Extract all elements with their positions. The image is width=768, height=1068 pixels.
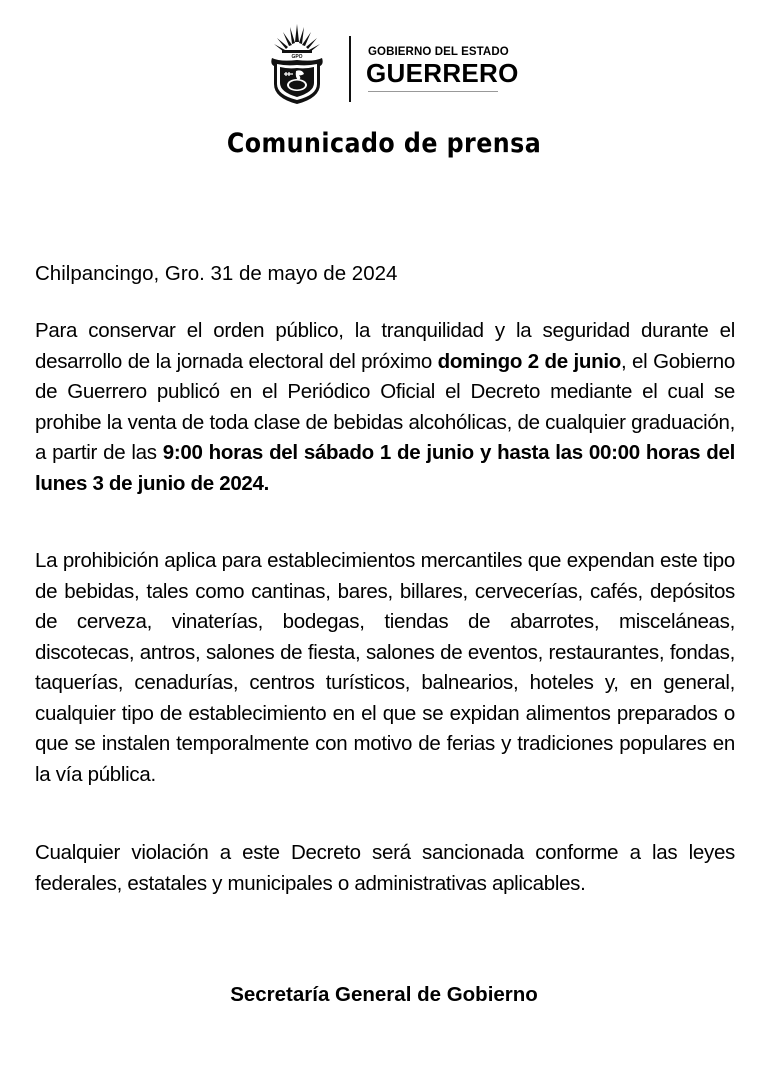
org-name-line2: GUERRERO xyxy=(366,58,519,88)
page-title: Comunicado de prensa xyxy=(226,128,542,159)
election-date-bold: domingo 2 de junio xyxy=(437,349,621,373)
signature: Secretaría General de Gobierno xyxy=(230,983,538,1006)
letterhead xyxy=(0,18,768,108)
paragraph-sanctions: Cualquier violación a este Decreto será sancionada conforme a las leyes federales, estatales y municipales o administrativas aplicables. xyxy=(35,841,735,895)
state-coat-of-arms-icon xyxy=(266,22,328,106)
paragraph-establishments: La prohibición aplica para establecimientos mercantiles que expendan este tipo de bebidas, tales como cantinas, bares, billares, cervecerías, cafés, depósitos de cerveza, vinaterías, bodegas, tiendas de abarrotes, misceláneas, discotecas, antros, salones de fiesta, salones de eventos, restaurantes, fondas, taquerías, cenadurías, centros turísticos, balnearios, hoteles y, en general, cualquier tipo de establecimiento en el que se expidan alimentos preparados o que se instalen temporalmente con motivo de ferias y tradiciones populares en la vía pública. xyxy=(35,549,735,786)
paragraph-text: , el Gobierno de Guerrero publicó en el Periódico Oficial el Decreto mediante el cual se prohibe la venta de toda clase de bebidas alcohólicas, de cualquier graduación, a partir de las xyxy=(35,349,735,464)
org-name-underline xyxy=(368,91,498,92)
paragraph-text: Para conservar el orden público, la tranquilidad y la seguridad durante el desarrollo de la jornada electoral del próximo xyxy=(35,319,735,373)
place-date: Chilpancingo, Gro. 31 de mayo de 2024 xyxy=(35,262,398,285)
header-divider xyxy=(349,36,351,102)
org-name-line1: GOBIERNO DEL ESTADO xyxy=(368,46,509,58)
paragraph-announcement xyxy=(35,316,735,499)
prohibition-period-bold: 9:00 horas del sábado 1 de junio y hasta las 00:00 horas del lunes 3 de junio de 2024. xyxy=(35,441,735,495)
svg-text:GPO: GPO xyxy=(291,54,303,60)
